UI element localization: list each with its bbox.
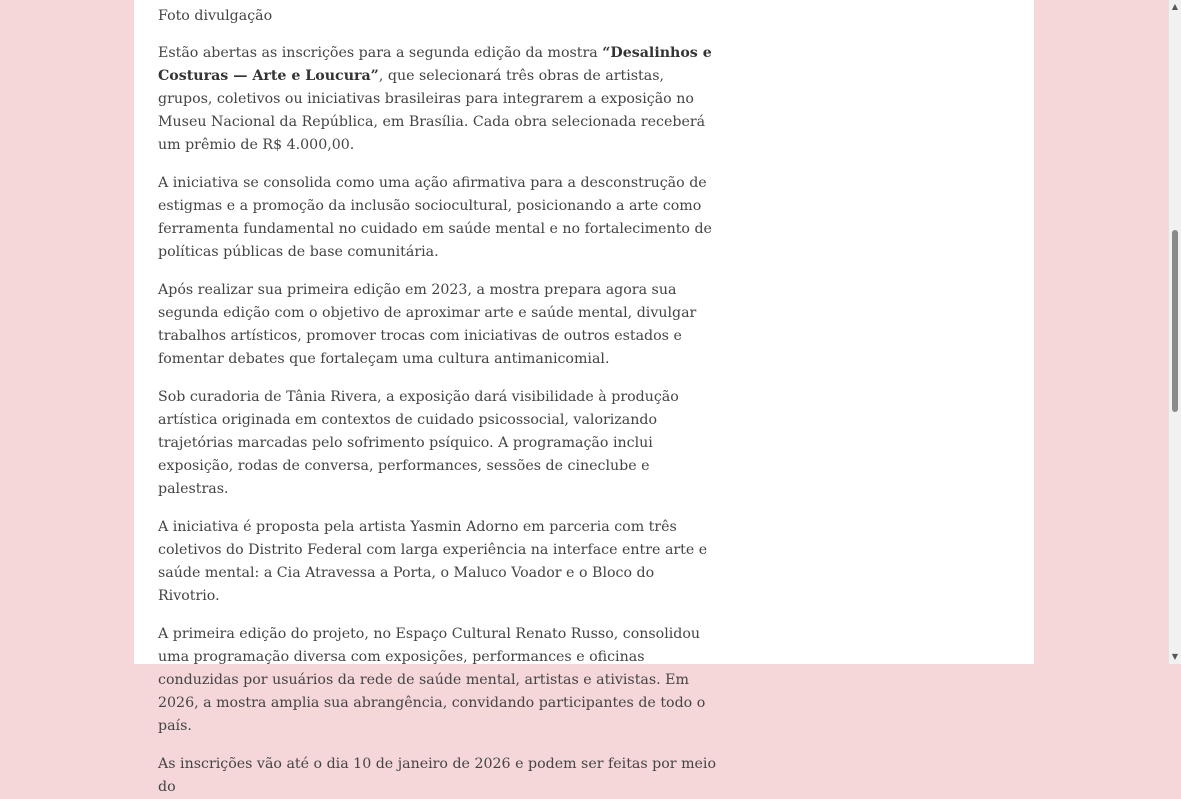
paragraph-1 bbox=[158, 42, 718, 157]
paragraph-5: A iniciativa é proposta pela artista Yasmin Adorno em parceria com três coletivos do Distrito Federal com larga experiência na interface entre arte e saúde mental: a Cia Atravessa a Porta, o Maluco Voador e o Bloco do Rivotrio. bbox=[158, 519, 708, 604]
paragraph-3: Após realizar sua primeira edição em 2023, a mostra prepara agora sua segunda edição com o objetivo de aproximar arte e saúde mental, divulgar trabalhos artísticos, promover trocas com iniciativas de outros estados e fomentar debates que fortaleçam uma cultura antimanicomial. bbox=[158, 282, 697, 367]
photo-caption: Foto divulgação bbox=[158, 8, 273, 24]
paragraph-1-rest: , que selecionará três obras de artistas, grupos, coletivos ou iniciativas brasileiras para integrarem a exposição no Museu Nacional da República, em Brasília. Cada obra selecionada receberá um prêmio de R$ 4.000,00. bbox=[158, 68, 706, 153]
paragraph-1-intro: Estão abertas as inscrições para a segunda edição da mostra bbox=[158, 45, 603, 61]
article-body bbox=[158, 5, 718, 799]
paragraph-2: A iniciativa se consolida como uma ação afirmativa para a desconstrução de estigmas e a promoção da inclusão sociocultural, posicionando a arte como ferramenta fundamental no cuidado em saúde mental e no fortalecimento de políticas públicas de base comunitária. bbox=[158, 175, 712, 260]
vertical-scrollbar[interactable] bbox=[1168, 0, 1181, 664]
scrollbar-thumb[interactable] bbox=[1172, 230, 1178, 412]
exhibition-title: “Desalinhos e Costuras — Arte e Loucura” bbox=[158, 45, 712, 84]
article-card bbox=[134, 0, 1034, 795]
scroll-down-arrow-icon[interactable]: ▼ bbox=[1171, 652, 1179, 661]
paragraph-7-partial: As inscrições vão até o dia 10 de janeiro de 2026 e podem ser feitas por meio do bbox=[158, 756, 716, 795]
paragraph-4: Sob curadoria de Tânia Rivera, a exposição dará visibilidade à produção artística originada em contextos de cuidado psicossocial, valorizando trajetórias marcadas pelo sofrimento psíquico. A programação inclui exposição, rodas de conversa, performances, sessões de cineclube e palestras. bbox=[158, 389, 679, 497]
scroll-up-arrow-icon[interactable]: ▲ bbox=[1171, 2, 1179, 11]
paragraph-6: A primeira edição do projeto, no Espaço Cultural Renato Russo, consolidou uma programação diversa com exposições, performances e oficinas conduzidas por usuários da rede de saúde mental, artistas e ativistas. Em 2026, a mostra amplia sua abrangência, convidando participantes de todo o país. bbox=[158, 626, 706, 734]
